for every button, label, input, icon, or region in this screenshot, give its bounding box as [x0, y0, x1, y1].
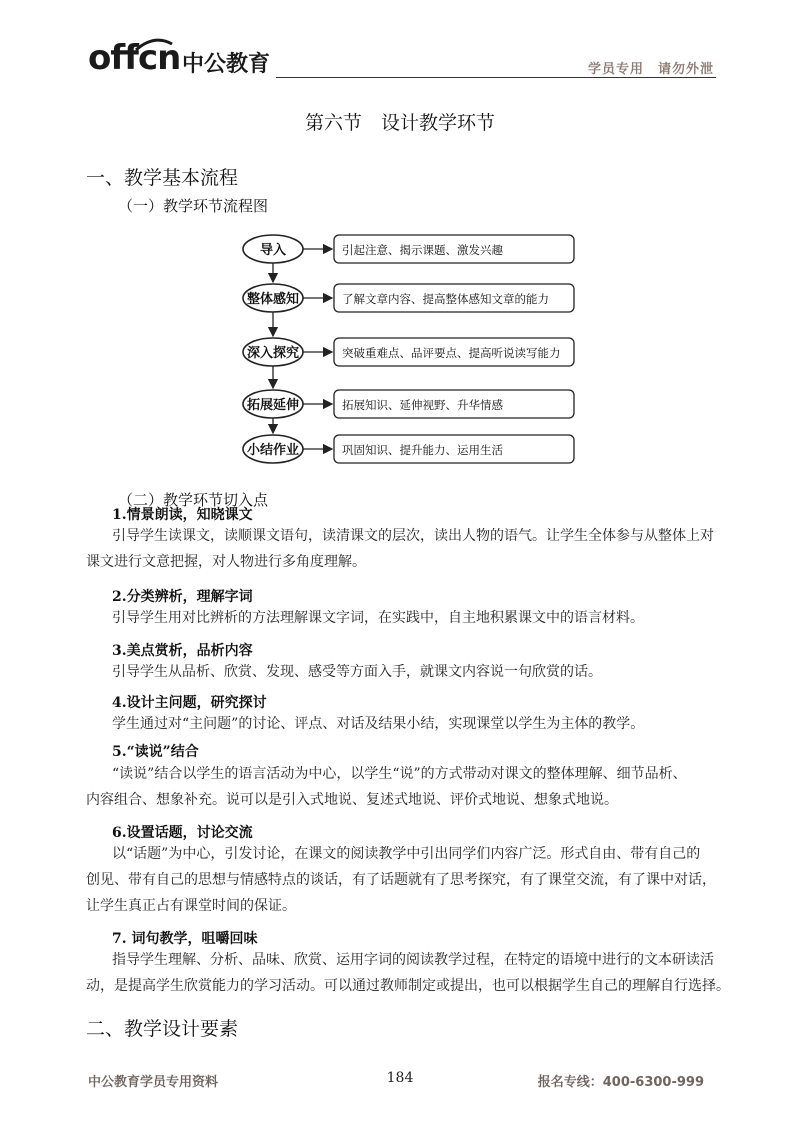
item-paragraph-line: 让学生真正占有课堂时间的保证。 — [86, 898, 296, 914]
part1-title: 一、教学基本流程 — [86, 167, 239, 189]
flow-desc-text: 拓展知识、延伸视野、升华情感 — [342, 398, 503, 412]
flow-desc-text: 突破重难点、品评要点、提高听说读写能力 — [342, 346, 561, 360]
part1-sub2: （二）教学环节切入点 — [118, 491, 269, 509]
item-heading: 5.“读说”结合 — [112, 744, 199, 760]
item-paragraph-line: 引导学生读课文，读顺课文语句，读清课文的层次，读出人物的语气。让学生全体参与从整体上对 — [112, 528, 714, 544]
item-paragraph-line: “读说”结合以学生的语言活动为中心，以学生“说”的方式带动对课文的整体理解、细节品析、 — [112, 766, 687, 782]
flow-desc-text: 巩固知识、提升能力、运用生活 — [342, 443, 503, 457]
item-paragraph-line: 内容组合、想象补充。说可以是引入式地说、复述式地说、评价式地说、想象式地说。 — [86, 792, 618, 808]
item-heading: 1.情景朗读，知晓课文 — [112, 507, 253, 523]
item-paragraph-line: 创见、带有自己的思想与情感特点的谈话，有了话题就有了思考探究，有了课堂交流，有了课中对话， — [86, 872, 716, 888]
footer-left: 中公教育学员专用资料 — [88, 1075, 219, 1090]
flow-desc-text: 引起注意、揭示课题、激发兴趣 — [342, 243, 503, 257]
flow-step-label: 导入 — [259, 243, 287, 258]
item-paragraph-line: 课文进行文意把握，对人物进行多角度理解。 — [86, 554, 366, 570]
flow-step-label: 整体感知 — [246, 292, 300, 307]
item-heading: 4.设计主问题，研究探讨 — [112, 695, 267, 711]
item-paragraph-line: 指导学生理解、分析、品味、欣赏、运用字词的阅读教学过程，在特定的语境中进行的文本研读活 — [112, 952, 714, 968]
logo — [88, 36, 278, 76]
part1-sub1: （一）教学环节流程图 — [118, 197, 269, 215]
logo-latin: offcn — [88, 38, 181, 78]
page-number: 184 — [386, 1070, 414, 1086]
flow-step-label: 深入探究 — [246, 346, 300, 361]
flow-desc-text: 了解文章内容、提高整体感知文章的能力 — [342, 292, 549, 306]
item-heading: 3.美点赏析，品析内容 — [112, 643, 253, 659]
item-heading: 2.分类辨析，理解字词 — [112, 589, 253, 605]
item-paragraph-line: 引导学生从品析、欣赏、发现、感受等方面入手，就课文内容说一句欣赏的话。 — [112, 664, 602, 680]
item-paragraph-line: 学生通过对“主问题”的讨论、评点、对话及结果小结，实现课堂以学生为主体的教学。 — [112, 716, 645, 732]
item-heading: 7. 词句教学，咀嚼回味 — [112, 931, 258, 947]
item-paragraph-line: 动，是提高学生欣赏能力的学习活动。可以通过教师制定或提出，也可以根据学生自己的理解自行选择。 — [86, 978, 730, 994]
footer-hotline: 报名专线：400-6300-999 — [537, 1075, 704, 1090]
flow-step-label: 拓展延伸 — [246, 398, 300, 413]
flow-chart — [240, 228, 580, 478]
flow-step-label: 小结作业 — [246, 443, 300, 458]
logo-cn: 中公教育 — [182, 52, 271, 77]
section-title: 第六节 设计教学环节 — [304, 112, 495, 134]
item-heading: 6.设置话题，讨论交流 — [112, 825, 253, 841]
part2-title: 二、教学设计要素 — [86, 1018, 239, 1040]
item-paragraph-line: 引导学生用对比辨析的方法理解课文字词，在实践中，自主地积累课文中的语言材料。 — [112, 610, 644, 626]
logo-arc-icon — [134, 36, 174, 52]
item-paragraph-line: 以“话题”为中心，引发讨论，在课文的阅读教学中引出同学们内容广泛。形式自由、带有自己的 — [112, 846, 701, 862]
header-rule — [276, 77, 716, 78]
header-notice: 学员专用 请勿外泄 — [587, 62, 714, 77]
